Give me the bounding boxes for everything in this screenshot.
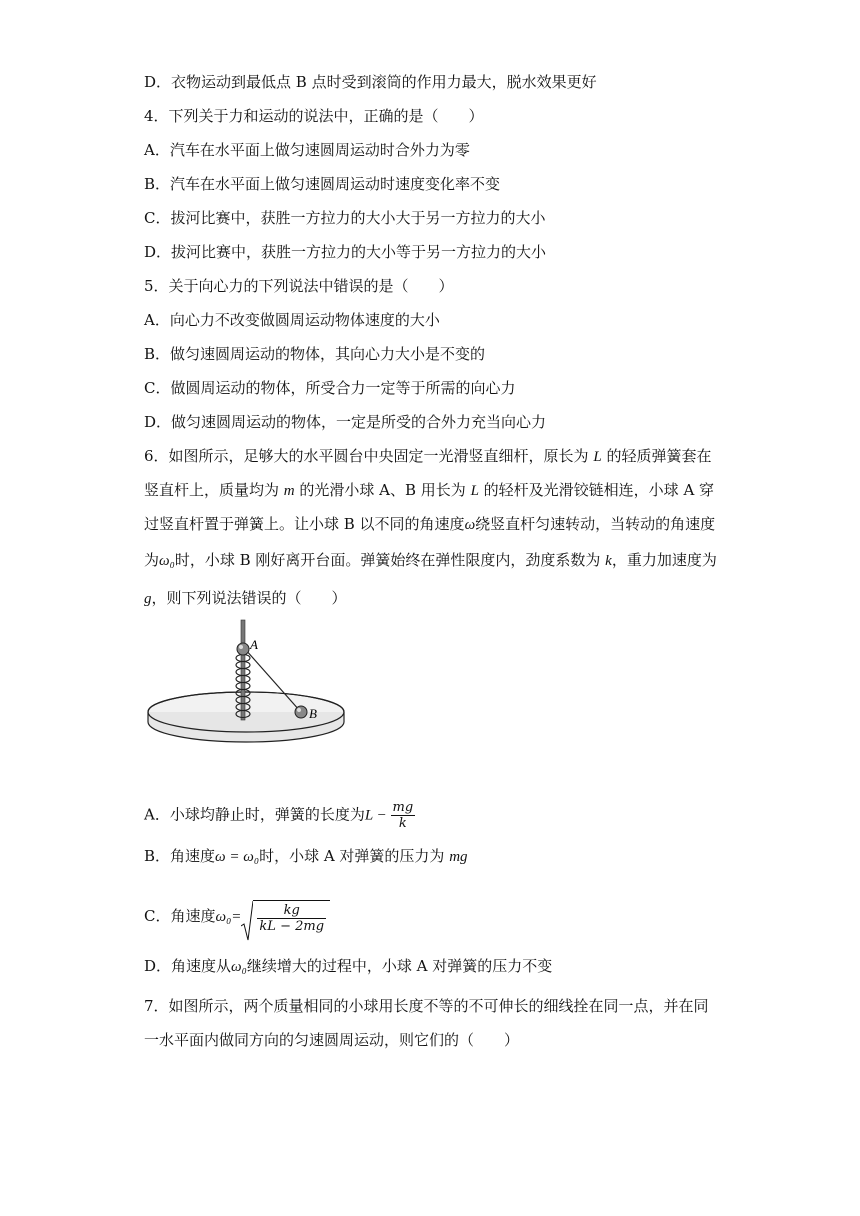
q5-option-b: B．做匀速圆周运动的物体，其向心力大小是不变的	[144, 345, 486, 363]
q6-stem-line-2	[144, 480, 714, 501]
q6-stem-line-4	[144, 550, 717, 571]
q7-stem-line-2: 一水平面内做同方向的匀速圆周运动，则它们的（ ）	[144, 1031, 520, 1049]
q6-symbol: ω	[464, 517, 476, 533]
q4-stem: 4．下列关于力和运动的说法中，正确的是（ ）	[144, 107, 484, 125]
math-expr: mg	[449, 849, 468, 865]
q6-symbol: m	[283, 483, 295, 499]
option-text: C．角速度	[144, 907, 216, 925]
ball-a	[237, 643, 249, 655]
math-expr: ω₀	[231, 959, 247, 975]
fraction-denominator: k	[398, 816, 407, 831]
vertical-rod	[241, 620, 245, 720]
q6-text: 过竖直杆置于弹簧上。让小球 B 以不同的角速度	[144, 515, 465, 533]
q4-option-a: A．汽车在水平面上做匀速圆周运动时合外力为零	[144, 141, 470, 159]
q4-option-b: B．汽车在水平面上做匀速圆周运动时速度变化率不变	[144, 175, 501, 193]
q6-text: 竖直杆上，质量均为	[144, 481, 284, 499]
square-root	[241, 900, 330, 934]
q5-option-a: A．向心力不改变做圆周运动物体速度的大小	[144, 311, 440, 329]
q6-symbol: L	[470, 483, 479, 499]
math-expr: ω₀=	[215, 909, 242, 925]
fraction-numerator: kg	[257, 903, 326, 919]
q5-option-c: C．做圆周运动的物体，所受合力一定等于所需的向心力	[144, 379, 516, 397]
fraction	[257, 903, 326, 934]
q6-text: 时，小球 B 刚好离开台面。弹簧始终在弹性限度内，劲度系数为	[174, 551, 606, 569]
option-text: 继续增大的过程中，小球 A 对弹簧的压力不变	[246, 957, 553, 975]
label-a: A	[250, 637, 258, 652]
q4-option-c: C．拔河比赛中，获胜一方拉力的大小大于另一方拉力的大小	[144, 209, 546, 227]
q6-figure	[144, 618, 350, 748]
option-text: A．小球均静止时，弹簧的长度为	[144, 805, 365, 824]
q6-text: 绕竖直杆匀速转动，当转动的角速度	[475, 515, 716, 533]
ball-b	[295, 706, 307, 718]
option-text: D．角速度从	[144, 957, 232, 975]
q6-text: 的光滑小球 A、B 用长为	[294, 481, 471, 499]
q6-option-b	[144, 846, 468, 867]
q5-option-d: D．做匀速圆周运动的物体，一定是所受的合外力充当向心力	[144, 413, 547, 431]
q6-symbol: k	[605, 553, 612, 569]
q6-text: 的轻杆及光滑铰链相连，小球 A 穿	[478, 481, 715, 499]
q3-option-d: D．衣物运动到最低点 B 点时受到滚筒的作用力最大，脱水效果更好	[144, 73, 597, 91]
fraction-denominator: kL − 2mg	[259, 919, 325, 934]
math-expr: L −	[364, 807, 391, 824]
q5-stem: 5．关于向心力的下列说法中错误的是（ ）	[144, 277, 454, 295]
q6-text: ，重力加速度为	[611, 551, 717, 569]
option-text: B．角速度	[144, 847, 216, 865]
q6-symbol: g	[144, 591, 152, 607]
label-b: B	[309, 706, 317, 721]
q6-symbol: ω₀	[159, 553, 175, 569]
q6-stem-line-1	[144, 446, 711, 467]
q6-text: 6．如图所示，足够大的水平圆台中央固定一光滑竖直细杆，原长为	[144, 447, 594, 465]
q4-option-d: D．拔河比赛中，获胜一方拉力的大小等于另一方拉力的大小	[144, 243, 547, 261]
q6-option-d	[144, 956, 552, 977]
q6-text: ，则下列说法错误的（ ）	[151, 589, 347, 607]
q6-symbol: L	[593, 449, 602, 465]
q6-text: 为	[144, 551, 160, 569]
q6-option-a	[144, 800, 415, 831]
q6-stem-line-3	[144, 514, 715, 535]
q6-option-c	[144, 900, 330, 934]
option-text: 时，小球 A 对弹簧的压力为	[259, 847, 450, 865]
fraction	[391, 800, 416, 831]
math-expr: ω = ω₀	[215, 849, 260, 865]
q6-text: 的轻质弹簧套在	[601, 447, 712, 465]
q6-stem-line-5	[144, 588, 347, 609]
fraction-numerator: mg	[392, 800, 414, 815]
q7-stem-line-1: 7．如图所示，两个质量相同的小球用长度不等的不可伸长的细线拴在同一点，并在同	[144, 997, 709, 1015]
